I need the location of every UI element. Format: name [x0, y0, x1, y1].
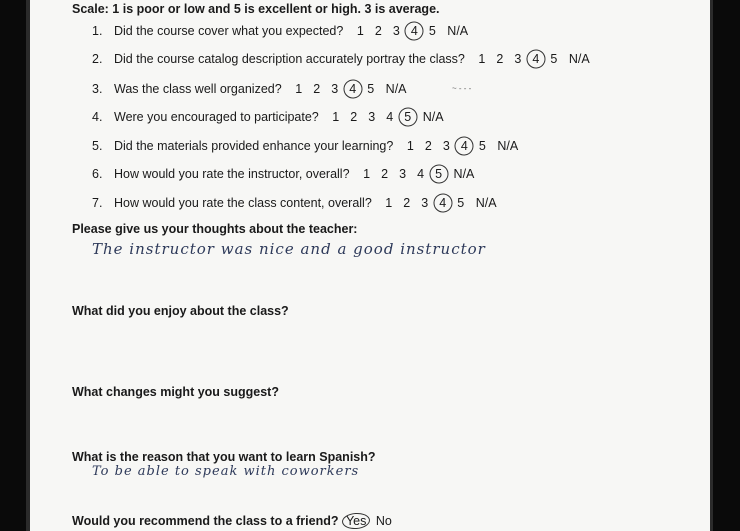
rating-option: 2: [424, 139, 432, 153]
rating-option-na: N/A: [453, 167, 475, 181]
rating-option: 1: [363, 167, 371, 181]
question-text: Was the class well organized?: [114, 82, 282, 96]
question-text: Did the materials provided enhance your learning?: [114, 139, 394, 153]
rating-option-na: N/A: [422, 110, 444, 124]
teacher-question: Please give us your thoughts about the teacher:: [72, 222, 358, 236]
question-number: 4.: [92, 110, 103, 124]
rating-option: 2: [496, 52, 504, 66]
rating-option: 4: [417, 167, 425, 181]
rating-option: 4: [459, 139, 469, 153]
rating-option: 2: [381, 167, 389, 181]
rating-option-na: N/A: [568, 52, 590, 66]
rating-option: 3: [392, 24, 400, 38]
scale-instructions: Scale: 1 is poor or low and 5 is excellent or high. 3 is average.: [72, 2, 440, 16]
page-edge-right: [710, 0, 713, 531]
rating-option: 3: [368, 110, 376, 124]
enjoy-question: What did you enjoy about the class?: [72, 304, 289, 318]
question-number: 6.: [92, 167, 103, 181]
rating-question: [92, 196, 501, 210]
rating-question: [92, 24, 472, 38]
changes-question: What changes might you suggest?: [72, 385, 279, 399]
question-text: Did the course cover what you expected?: [114, 24, 344, 38]
rating-option: 3: [442, 139, 450, 153]
rating-option: 5: [403, 110, 413, 124]
recommend-yes-option: Yes: [346, 514, 366, 528]
rating-option: 5: [428, 24, 436, 38]
rating-option: 3: [421, 196, 429, 210]
stray-pencil-mark: ~ - - -: [452, 84, 472, 93]
rating-question: [92, 167, 478, 181]
rating-option: 2: [350, 110, 358, 124]
rating-question: [92, 139, 522, 153]
rating-option: 4: [409, 24, 419, 38]
rating-option: 3: [331, 82, 339, 96]
rating-option: 4: [348, 82, 358, 96]
rating-option: 1: [406, 139, 414, 153]
rating-option: 4: [386, 110, 394, 124]
rating-option: 5: [434, 167, 444, 181]
question-number: 1.: [92, 24, 103, 38]
teacher-handwritten-answer: The instructor was nice and a good instructor: [92, 240, 486, 258]
rating-option-na: N/A: [475, 196, 497, 210]
rating-option: 4: [438, 196, 448, 210]
question-text: How would you rate the class content, overall?: [114, 196, 372, 210]
rating-option: 1: [356, 24, 364, 38]
rating-option: 2: [403, 196, 411, 210]
rating-option: 1: [478, 52, 486, 66]
question-number: 3.: [92, 82, 103, 96]
question-number: 2.: [92, 52, 103, 66]
question-number: 5.: [92, 139, 103, 153]
rating-option: 1: [295, 82, 303, 96]
rating-option: 4: [531, 52, 541, 66]
rating-question: [92, 110, 448, 124]
question-text: Did the course catalog description accurately portray the class?: [114, 52, 465, 66]
rating-option-na: N/A: [497, 139, 519, 153]
rating-option: 5: [457, 196, 465, 210]
recommend-no-option: No: [375, 514, 392, 528]
recommend-label: Would you recommend the class to a friend?: [72, 514, 339, 528]
reason-handwritten-answer: To be able to speak with coworkers: [92, 464, 360, 479]
reason-question: What is the reason that you want to learn Spanish?: [72, 450, 376, 464]
rating-option: 3: [514, 52, 522, 66]
rating-option-na: N/A: [447, 24, 469, 38]
question-number: 7.: [92, 196, 103, 210]
rating-option: 2: [374, 24, 382, 38]
question-text: How would you rate the instructor, overall?: [114, 167, 350, 181]
question-text: Were you encouraged to participate?: [114, 110, 319, 124]
rating-option: 3: [399, 167, 407, 181]
recommend-question: [72, 514, 392, 528]
rating-option: 1: [385, 196, 393, 210]
rating-option: 2: [313, 82, 321, 96]
rating-option: 5: [367, 82, 375, 96]
rating-option: 5: [550, 52, 558, 66]
rating-option: 5: [478, 139, 486, 153]
rating-option-na: N/A: [385, 82, 407, 96]
rating-option: 1: [332, 110, 340, 124]
rating-question: [92, 52, 594, 66]
rating-question: [92, 82, 411, 96]
